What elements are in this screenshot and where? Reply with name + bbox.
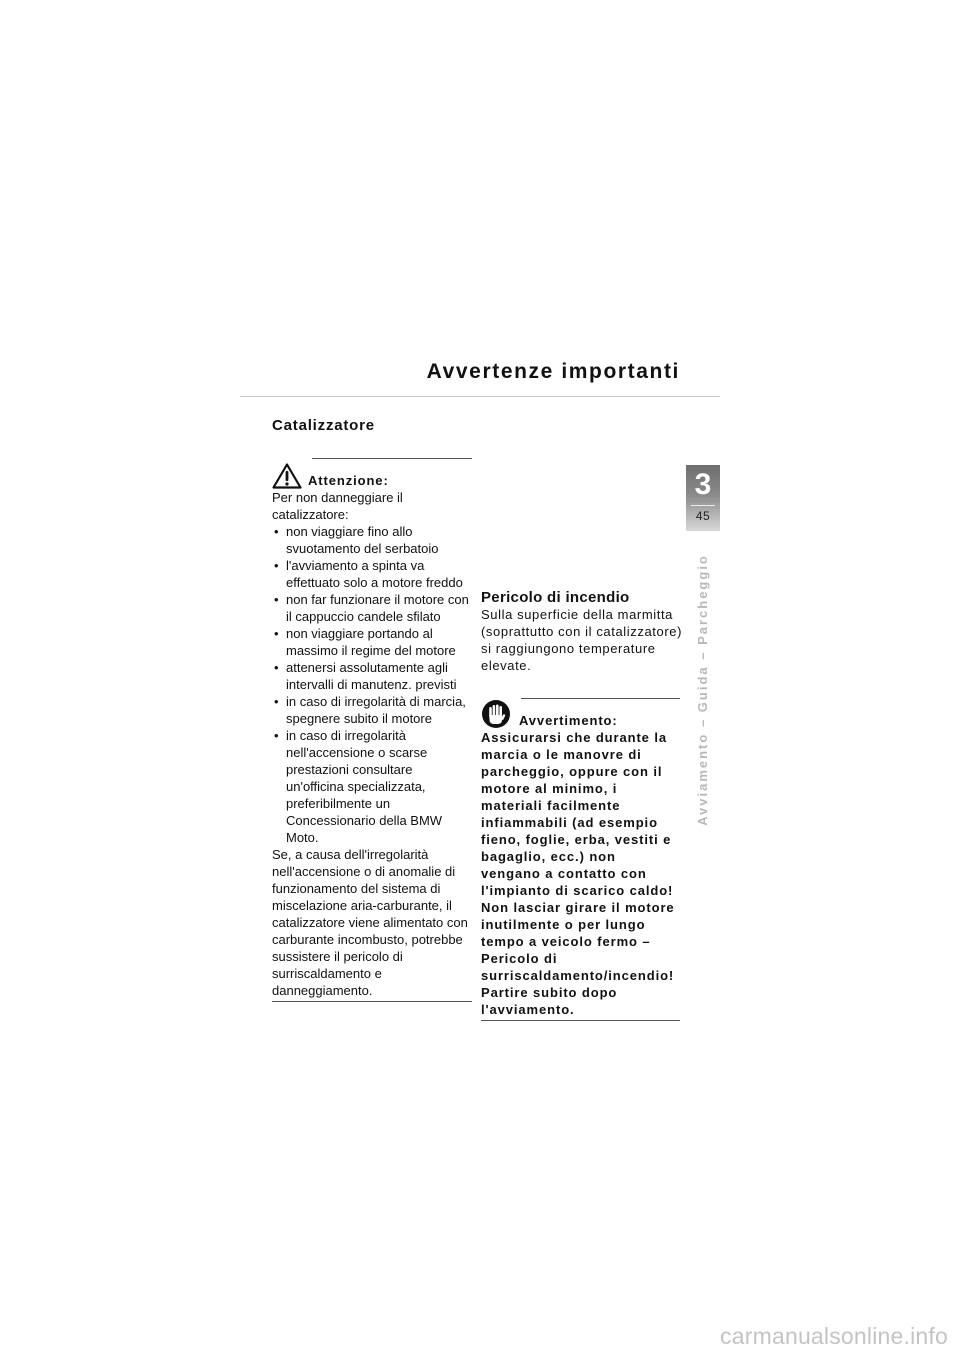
chapter-divider bbox=[691, 505, 715, 506]
attention-top-rule bbox=[312, 458, 472, 459]
page-number: 45 bbox=[695, 509, 711, 523]
warning-header bbox=[481, 699, 680, 729]
attention-box bbox=[272, 458, 472, 1002]
stop-hand-icon bbox=[481, 699, 511, 729]
list-item: • l'avviamento a spinta va effettuato solo a motore freddo bbox=[272, 557, 472, 591]
warning-label: Avvertimento: bbox=[519, 713, 618, 728]
attention-bottom-rule bbox=[272, 1001, 472, 1002]
fire-section-text: Sulla superficie della marmitta (soprattutto con il catalizzatore) si raggiungono temperature elevate. bbox=[481, 607, 683, 673]
attention-header bbox=[272, 463, 472, 489]
warning-text: Assicurarsi che durante la marcia o le manovre di parcheggio, oppure con il motore al minimo, i materiali facilmente infiammabili (ad esempio fieno, foglie, erba, vestiti e bagaglio, ecc.) non vengano a contatto con l'impianto di scarico caldo! Non lasciar girare il motore inutilmente o per lungo tempo a veicolo fermo – Pericolo di surriscaldamento/incendio! Partire subito dopo l'avviamento. bbox=[481, 730, 675, 1017]
list-item: • attenersi assolutamente agli intervalli di manutenz. previsti bbox=[272, 659, 472, 693]
warning-box bbox=[481, 698, 680, 1021]
list-item: • in caso di irregolarità di marcia, spegnere subito il motore bbox=[272, 693, 472, 727]
list-item: • non far funzionare il motore con il cappuccio candele sfilato bbox=[272, 591, 472, 625]
page-title: Avvertenze importanti bbox=[426, 360, 680, 383]
chapter-tab bbox=[686, 465, 720, 531]
list-item: • in caso di irregolarità nell'accensione o scarse prestazioni consultare un'officina specializzata, preferibilmente un Concessionario della BMW Moto. bbox=[272, 727, 472, 846]
chapter-side-label: Avviamento – Guida – Parcheggio bbox=[695, 554, 710, 826]
chapter-number: 3 bbox=[694, 468, 712, 501]
section-title: Catalizzatore bbox=[272, 417, 375, 434]
list-item: • non viaggiare fino allo svuotamento del serbatoio bbox=[272, 523, 472, 557]
fire-section-title: Pericolo di incendio bbox=[481, 589, 630, 606]
warning-bottom-rule bbox=[481, 1020, 680, 1021]
attention-list bbox=[272, 523, 472, 846]
title-divider bbox=[240, 396, 720, 397]
attention-label: Attenzione: bbox=[308, 473, 389, 488]
attention-closing: Se, a causa dell'irregolarità nell'accensione o di anomalie di funzionamento del sistema di miscelazione aria-carburante, il catalizzatore viene alimentato con carburante incombusto, potrebbe sussistere il pericolo di surriscaldamento e danneggiamento. bbox=[272, 847, 468, 998]
watermark: carmanualsonline.info bbox=[720, 1323, 948, 1349]
list-item: • non viaggiare portando al massimo il regime del motore bbox=[272, 625, 472, 659]
warning-triangle-icon bbox=[272, 463, 302, 489]
attention-intro: Per non danneggiare il catalizzatore: bbox=[272, 490, 403, 522]
